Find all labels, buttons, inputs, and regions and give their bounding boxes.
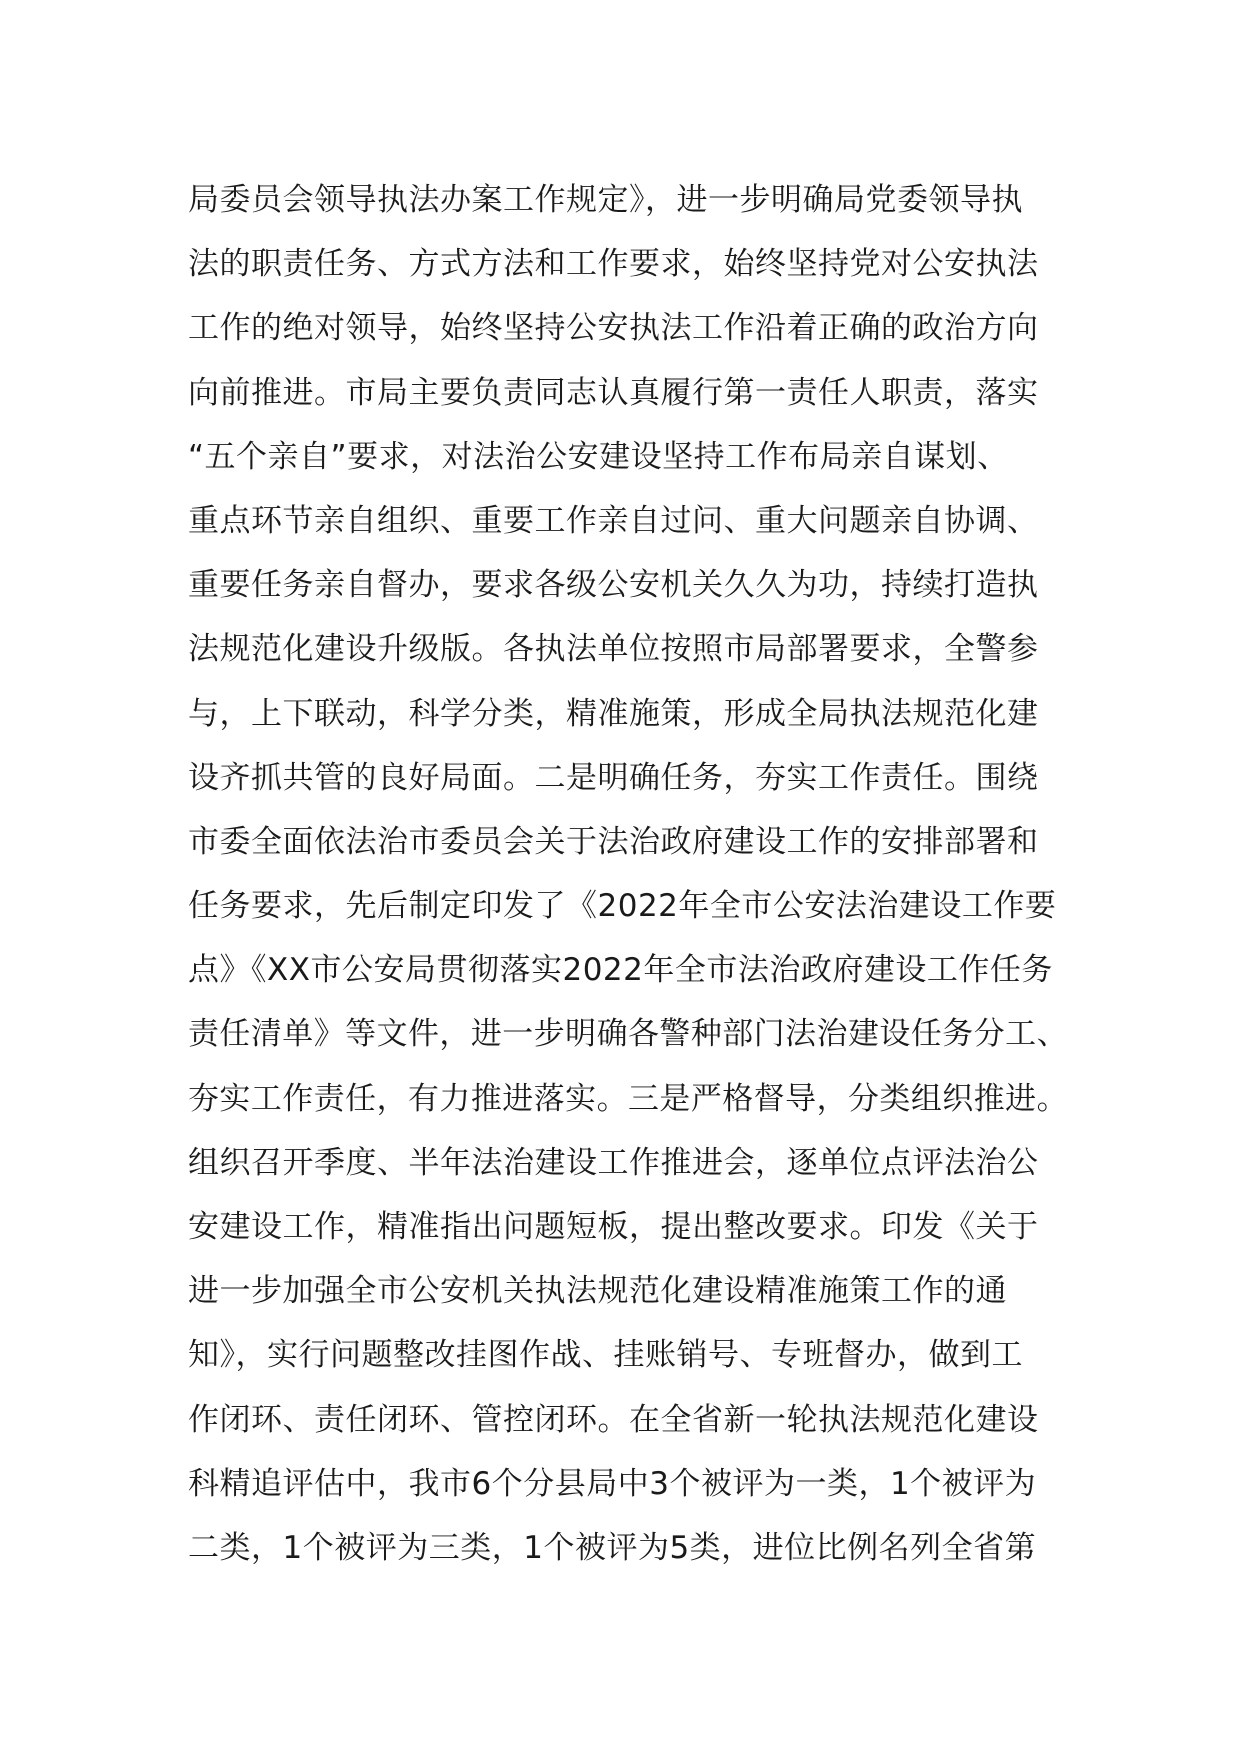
text-line: 法的职责任务、方式方法和工作要求，始终坚持党对公安执法 — [188, 246, 1039, 283]
text-line: 点》《XX市公安局贯彻落实2022年全市法治政府建设工作任务 — [188, 952, 1053, 989]
text-line: 重点环节亲自组织、重要工作亲自过问、重大问题亲自协调、 — [188, 502, 1039, 539]
text-line: 任务要求，先后制定印发了《2022年全市公安法治建设工作要 — [188, 888, 1057, 925]
text-line: 夯实工作责任，有力推进落实。三是严格督导，分类组织推进。 — [188, 1080, 1068, 1117]
text-line: 进一步加强全市公安机关执法规范化建设精准施策工作的通 — [188, 1273, 1007, 1310]
text-line: 作闭环、责任闭环、管控闭环。在全省新一轮执法规范化建设 — [188, 1401, 1039, 1438]
text-line: 重要任务亲自督办，要求各级公安机关久久为功，持续打造执 — [188, 567, 1039, 604]
text-line: 责任清单》等文件，进一步明确各警种部门法治建设任务分工、 — [188, 1016, 1068, 1053]
body-text — [188, 168, 1068, 1580]
text-line: 组织召开季度、半年法治建设工作推进会，逐单位点评法治公 — [188, 1144, 1039, 1181]
text-line: 设齐抓共管的良好局面。二是明确任务，夯实工作责任。围绕 — [188, 759, 1039, 796]
text-line: 工作的绝对领导，始终坚持公安执法工作沿着正确的政治方向 — [188, 310, 1039, 347]
text-line: 市委全面依法治市委员会关于法治政府建设工作的安排部署和 — [188, 823, 1039, 860]
text-line: 知》，实行问题整改挂图作战、挂账销号、专班督办，做到工 — [188, 1337, 1023, 1374]
text-line: 安建设工作，精准指出问题短板，提出整改要求。印发《关于 — [188, 1209, 1039, 1245]
text-line: 科精追评估中，我市6个分县局中3个被评为一类，1个被评为 — [188, 1465, 1037, 1502]
text-line: “五个亲自”要求，对法治公安建设坚持工作布局亲自谋划、 — [188, 438, 1009, 475]
text-line: 局委员会领导执法办案工作规定》，进一步明确局党委领导执 — [188, 182, 1023, 218]
text-line: 法规范化建设升级版。各执法单位按照市局部署要求，全警参 — [188, 631, 1039, 668]
text-line: 二类，1个被评为三类，1个被评为5类，进位比例名列全省第 — [188, 1529, 1037, 1566]
text-line: 向前推进。市局主要负责同志认真履行第一责任人职责，落实 — [188, 374, 1039, 411]
text-line: 与，上下联动，科学分类，精准施策，形成全局执法规范化建 — [188, 695, 1039, 732]
